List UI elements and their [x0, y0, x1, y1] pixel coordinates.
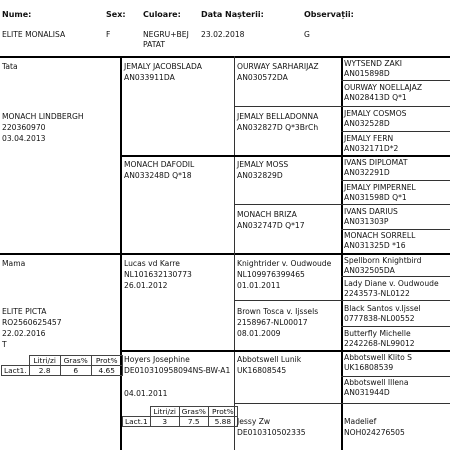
- sire-g4-4-name: JEMALY FERN: [344, 134, 394, 143]
- sss-id: AN030572DA: [237, 73, 288, 82]
- sire-name: MONACH LINDBERGH: [2, 112, 84, 121]
- sire-g4-5-id: AN032291D: [344, 168, 390, 177]
- dam-g4-2-name: Lady Diane v. Oudwoude: [344, 279, 439, 288]
- sire-g4-1-id: AN015898D: [344, 69, 390, 78]
- sire-half-divider: [120, 155, 450, 157]
- g4-divider-7: [341, 376, 450, 377]
- dam-g4-1-id: AN032505DA: [344, 266, 395, 275]
- dam-id: RO2560625457: [2, 318, 62, 327]
- pedigree-middle-border: [0, 253, 450, 255]
- g4-divider-1: [341, 80, 450, 81]
- sire-sire-name: JEMALY JACOBSLADA: [124, 62, 202, 71]
- sire-g4-7-name: IVANS DARIUS: [344, 207, 398, 216]
- g4-divider-4: [341, 229, 450, 230]
- dam-g4-7-name: Madelief: [344, 417, 377, 426]
- dam-sire-date: 26.01.2012: [124, 281, 168, 290]
- sire-g4-6-id: AN031598D Q*1: [344, 193, 407, 202]
- dam-g4-3-name: Black Santos v.Ijssel: [344, 304, 421, 313]
- dam-g4-3-id: 0777838-NL00552: [344, 314, 415, 323]
- ddd-id: DE010310502335: [237, 428, 306, 437]
- dam-g4-4-id: 2242268-NL99012: [344, 339, 415, 348]
- milk-header-fat: Gras%: [60, 356, 91, 366]
- ddd-name: Jessy Zw: [237, 417, 271, 426]
- sire-g4-7-id: AN031303P: [344, 217, 389, 226]
- dam-name: ELITE PICTA: [2, 307, 47, 316]
- sire-label: Tata: [2, 62, 18, 71]
- milk-header-protein: Prot%: [91, 356, 122, 366]
- dds-name: Abbotswell Lunik: [237, 355, 302, 364]
- g4-divider-5: [341, 276, 450, 277]
- name-header: Nume:: [2, 10, 32, 19]
- sire-g4-3-id: AN032528D: [344, 119, 390, 128]
- birth-date-header: Data Nașterii:: [201, 10, 264, 19]
- sire-g4-3-name: JEMALY COSMOS: [344, 109, 407, 118]
- dam-dam-date: 04.01.2011: [124, 389, 168, 398]
- g3-divider-2: [234, 204, 450, 205]
- dam-g4-5-name: Abbotswell Klito S: [344, 353, 412, 362]
- milk-protein: 4.65: [91, 366, 122, 376]
- dam-label: Mama: [2, 259, 26, 268]
- sire-g4-4-id: AN032171D*2: [344, 144, 399, 153]
- sire-g4-6-name: JEMALY PIMPERNEL: [344, 183, 416, 192]
- sds-name: JEMALY MOSS: [237, 160, 289, 169]
- dss-name: Knightrider v. Oudwoude: [237, 259, 332, 268]
- sire-g4-1-name: WYTSEND ZAKI: [344, 59, 402, 68]
- sss-name: OURWAY SARHARIJAZ: [237, 62, 319, 71]
- milk-fat: 6: [60, 366, 91, 376]
- dd-milk-fat: 7.5: [179, 417, 208, 427]
- sire-dam-id: AN033248D Q*18: [124, 171, 192, 180]
- dam-sire-id: NL101632130773: [124, 270, 192, 279]
- ssd-name: JEMALY BELLADONNA: [237, 112, 319, 121]
- animal-observations: G: [304, 30, 310, 39]
- ssd-id: AN032827D Q*3BrCh: [237, 123, 319, 132]
- dam-g4-6-id: AN031944D: [344, 388, 390, 397]
- animal-color: NEGRU+BEJ PATAT: [143, 30, 189, 49]
- dam-g4-1-name: Spellborn Knightbird: [344, 256, 422, 265]
- sire-g4-8-name: MONACH SORRELL: [344, 231, 416, 240]
- sds-id: AN032829D: [237, 171, 283, 180]
- dd-milk-header-protein: Prot%: [208, 407, 237, 417]
- animal-birth-date: 23.02.2018: [201, 30, 245, 39]
- pedigree-top-border: [0, 56, 450, 58]
- dam-milk-table: [1, 355, 123, 376]
- g4-divider-6: [341, 326, 450, 327]
- dd-milk-row-label: Lact.1: [123, 417, 151, 427]
- animal-sex: F: [106, 30, 111, 39]
- dam-dam-name: Hoyers Josephine: [124, 355, 190, 364]
- sire-dam-name: MONACH DAFODIL: [124, 160, 195, 169]
- dsd-id: 2158967-NL00017: [237, 318, 308, 327]
- gen2-border: [120, 56, 122, 450]
- dam-sire-name: Lucas vd Karre: [124, 259, 180, 268]
- g4-divider-2: [341, 131, 450, 132]
- dam-g4-7-id: NOH024276505: [344, 428, 405, 437]
- dsd-date: 08.01.2009: [237, 329, 281, 338]
- sex-header: Sex:: [106, 10, 126, 19]
- sire-g4-5-name: IVANS DIPLOMAT: [344, 158, 408, 167]
- dam-g4-5-id: UK16808539: [344, 363, 394, 372]
- g4-divider-3: [341, 180, 450, 181]
- dsd-name: Brown Tosca v. Ijssels: [237, 307, 319, 316]
- gen3-border: [234, 56, 235, 450]
- milk-row-label: Lact1.: [2, 366, 30, 376]
- observations-header: Observații:: [304, 10, 354, 19]
- sdd-name: MONACH BRIZA: [237, 210, 297, 219]
- dam-g4-6-name: Abbotswell Illena: [344, 378, 409, 387]
- color-header: Culoare:: [143, 10, 181, 19]
- milk-header-liters: Litri/zi: [29, 356, 60, 366]
- sire-date: 03.04.2013: [2, 134, 46, 143]
- dd-milk-header-fat: Gras%: [179, 407, 208, 417]
- sire-id: 220360970: [2, 123, 46, 132]
- dam-dam-milk-table: [122, 406, 238, 427]
- sire-g4-2-id: AN028413D Q*1: [344, 93, 407, 102]
- g3-divider-1: [234, 106, 450, 107]
- dd-milk-protein: 5.88: [208, 417, 237, 427]
- animal-name: ELITE MONALISA: [2, 30, 66, 39]
- sdd-id: AN032747D Q*17: [237, 221, 305, 230]
- dds-id: UK16808545: [237, 366, 287, 375]
- gen4-border: [341, 56, 343, 450]
- dd-milk-liters: 3: [150, 417, 179, 427]
- dam-g4-2-id: 2243573-NL0122: [344, 289, 410, 298]
- dss-date: 01.01.2011: [237, 281, 281, 290]
- dam-extra: T: [2, 340, 7, 349]
- dam-g4-4-name: Butterfly Michelle: [344, 329, 411, 338]
- sire-g4-8-id: AN031325D *16: [344, 241, 406, 250]
- dam-half-divider: [120, 350, 450, 352]
- dam-date: 22.02.2016: [2, 329, 46, 338]
- milk-liters: 2.8: [29, 366, 60, 376]
- sire-sire-id: AN033911DA: [124, 73, 175, 82]
- sire-g4-2-name: OURWAY NOELLAJAZ: [344, 83, 423, 92]
- dam-dam-id: DE010310958094NS-BW-A1: [124, 366, 231, 375]
- g3-divider-3: [234, 300, 450, 301]
- g3-divider-4: [234, 403, 450, 404]
- dss-id: NL109976399465: [237, 270, 305, 279]
- dd-milk-header-liters: Litri/zi: [150, 407, 179, 417]
